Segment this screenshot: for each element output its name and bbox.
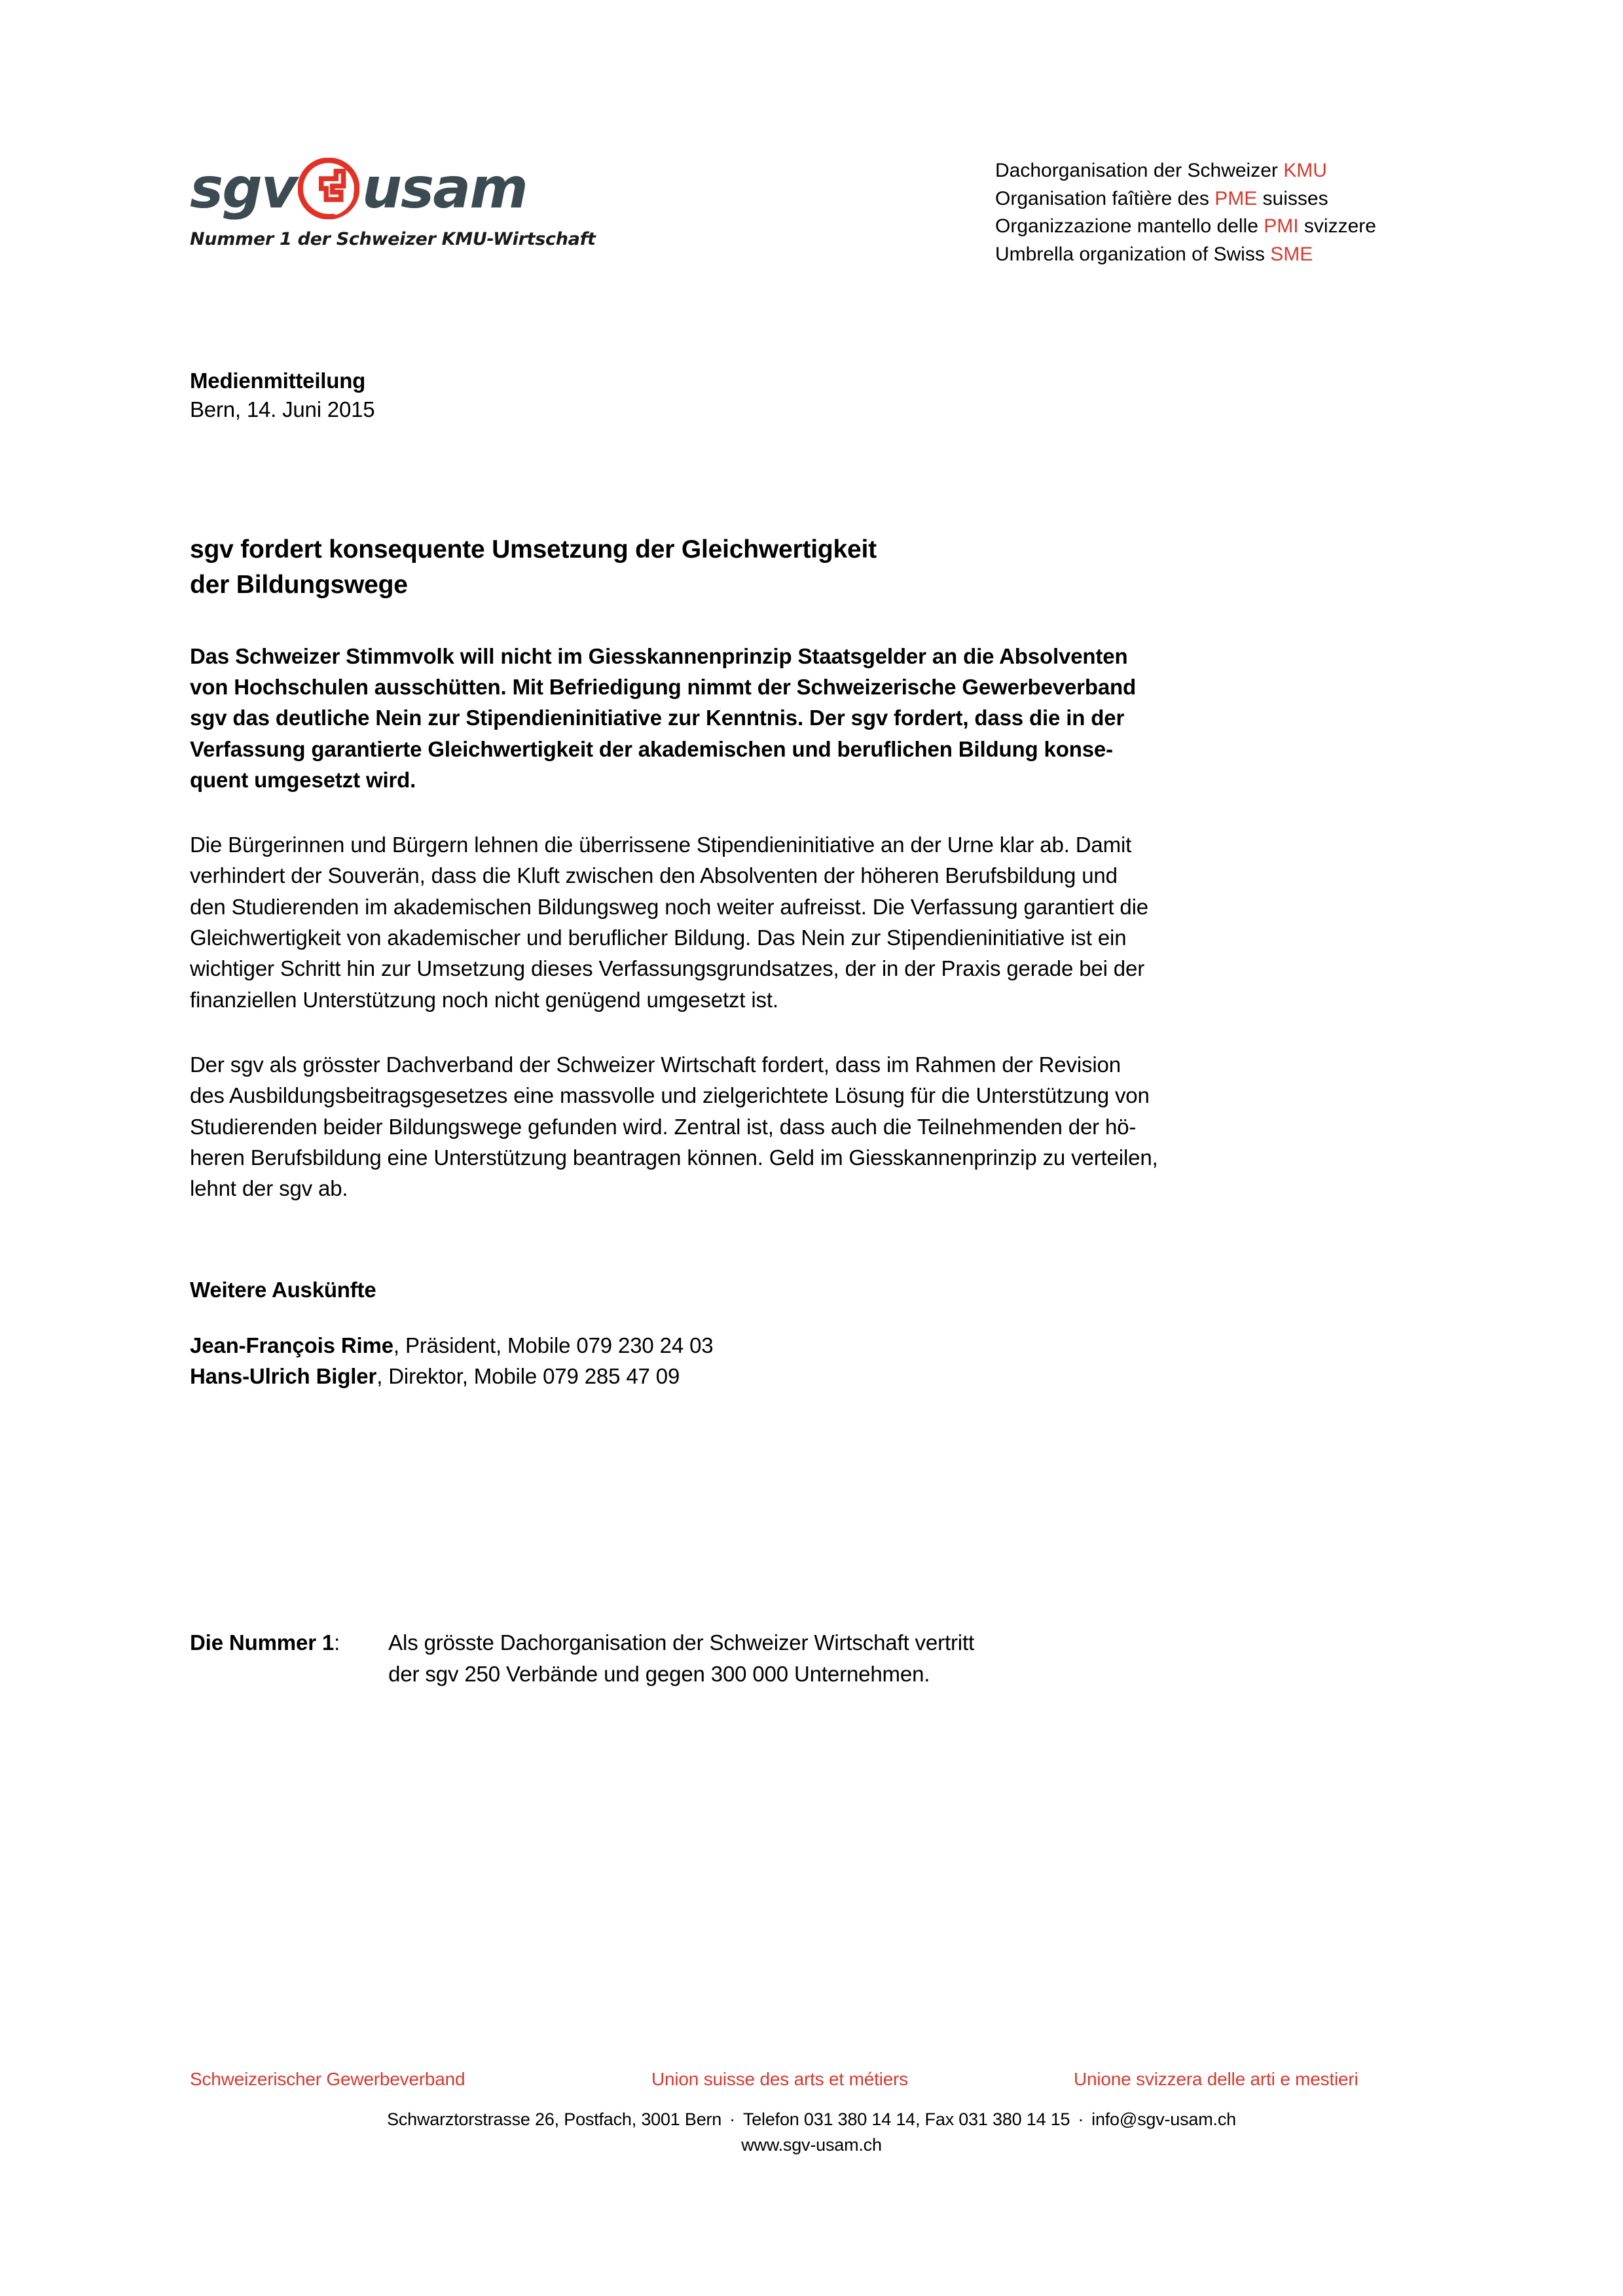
body-line: Der sgv als grösster Dachverband der Schweizer Wirtschaft fordert, dass im Rahmen der Revision: [190, 1052, 1121, 1077]
body-line: heren Berufsbildung eine Unterstützung beantragen können. Geld im Giesskannenprinzip zu verteilen,: [190, 1145, 1158, 1170]
sgv-usam-logo: [190, 157, 596, 249]
body-paragraph-2: [190, 1049, 1434, 1204]
boilerplate-label-text: Die Nummer 1: [190, 1630, 335, 1655]
body-line: Studierenden beider Bildungswege gefunden wird. Zentral ist, dass auch die Teilnehmenden der hö-: [190, 1114, 1137, 1139]
document-dateline: Bern, 14. Juni 2015: [190, 397, 375, 422]
body-line: Gleichwertigkeit von akademischer und beruflicher Bildung. Das Nein zur Stipendieninitiative ist ein: [190, 925, 1127, 950]
body-line: des Ausbildungsbeitragsgesetzes eine massvolle und zielgerichtete Lösung für die Unterstützung von: [190, 1083, 1150, 1108]
header-lang-fr-before: Organisation faîtière des: [995, 187, 1215, 209]
contacts-list: [190, 1330, 1434, 1391]
body-line: lehnt der sgv ab.: [190, 1176, 348, 1201]
contact-details: , Präsident, Mobile 079 230 24 03: [393, 1333, 714, 1357]
footer-phone-fax: Telefon 031 380 14 14, Fax 031 380 14 15: [742, 2109, 1070, 2130]
footer-name-de: Schweizerischer Gewerbeverband: [190, 2069, 465, 2090]
header-lang-fr-after: suisses: [1257, 187, 1328, 209]
lead-line: Verfassung garantierte Gleichwertigkeit der akademischen und beruflichen Bildung konse-: [190, 736, 1113, 761]
boilerplate-label: [190, 1627, 340, 1659]
header-lang-it-after: svizzere: [1298, 215, 1376, 238]
body-line: den Studierenden im akademischen Bildungsweg noch weiter aufreisst. Die Verfassung garantiert die: [190, 894, 1148, 919]
letterhead-header: [0, 0, 1623, 295]
header-language-line-fr: [995, 185, 1376, 213]
footer-name-it: Unione svizzera delle arti e mestieri: [1074, 2069, 1359, 2090]
contact-entry: [190, 1361, 1434, 1391]
contact-details: , Direktor, Mobile 079 285 47 09: [376, 1363, 680, 1388]
body-line: Die Bürgerinnen und Bürgern lehnen die überrissene Stipendieninitiative an der Urne klar ab. Damit: [190, 833, 1132, 857]
letterhead-footer: [0, 2069, 1623, 2157]
body-paragraph-1: [190, 829, 1434, 1015]
footer-email[interactable]: info@sgv-usam.ch: [1091, 2109, 1236, 2130]
header-language-line-de: [995, 157, 1376, 185]
lead-line: quent umgesetzt wird.: [190, 767, 416, 792]
page-title: [190, 532, 1434, 603]
footer-website[interactable]: www.sgv-usam.ch: [741, 2134, 882, 2155]
body-line: wichtiger Schritt hin zur Umsetzung dieses Verfassungsgrundsatzes, der in der Praxis gerade bei der: [190, 956, 1145, 981]
boilerplate-label-colon: :: [334, 1630, 340, 1655]
lead-line: von Hochschulen ausschütten. Mit Befriedigung nimmt der Schweizerische Gewerbeverband: [190, 675, 1137, 700]
header-language-lines: [995, 157, 1376, 268]
logo-text-usam: usam: [361, 156, 527, 221]
header-lang-de-before: Dachorganisation der Schweizer: [995, 160, 1284, 181]
lead-line: sgv das deutliche Nein zur Stipendieninitiative zur Kenntnis. Der sgv fordert, dass die in der: [190, 706, 1125, 730]
body-line: verhindert der Souverän, dass die Kluft zwischen den Absolventen der höheren Berufsbildung und: [190, 863, 1118, 888]
contact-name: Hans-Ulrich Bigler: [190, 1363, 377, 1388]
boilerplate-block: [190, 1627, 1434, 1690]
lead-paragraph: [190, 641, 1434, 795]
footer-separator-2: ·: [1078, 2109, 1084, 2130]
logo-tagline: Nummer 1 der Schweizer KMU-Wirtschaft: [190, 229, 596, 249]
header-lang-en-before: Umbrella organization of Swiss: [995, 243, 1271, 265]
document-type-label: Medienmitteilung: [190, 368, 366, 393]
boilerplate-line: der sgv 250 Verbände und gegen 300 000 Unternehmen.: [388, 1662, 930, 1686]
logo-text-sgv: sgv: [190, 156, 297, 221]
lead-line: Das Schweizer Stimmvolk will nicht im Giesskannenprinzip Staatsgelder an die Absolventen: [190, 644, 1128, 669]
footer-address-line: [0, 2107, 1623, 2132]
body-line: finanziellen Unterstützung noch nicht genügend umgesetzt ist.: [190, 987, 778, 1012]
contacts-heading: Weitere Auskünfte: [190, 1277, 376, 1302]
footer-postal-address: Schwarztorstrasse 26, Postfach, 3001 Bern: [387, 2109, 722, 2130]
contact-entry: [190, 1330, 1434, 1361]
footer-separator-1: ·: [729, 2109, 735, 2130]
header-language-line-en: [995, 241, 1376, 269]
footer-organization-names: [0, 2069, 1623, 2098]
header-lang-it-accent: PMI: [1264, 215, 1299, 238]
document-content: [190, 367, 1434, 1690]
logo-wordmark: [190, 157, 596, 220]
page-title-line1: sgv fordert konsequente Umsetzung der Gleichwertigkeit: [190, 535, 877, 564]
header-lang-de-accent: KMU: [1283, 160, 1327, 181]
footer-address: [0, 2107, 1623, 2157]
boilerplate-text: [388, 1627, 974, 1690]
header-lang-fr-accent: PME: [1214, 187, 1258, 209]
header-language-line-it: [995, 213, 1376, 241]
contact-name: Jean-François Rime: [190, 1333, 393, 1357]
page-title-line2: der Bildungswege: [190, 571, 408, 600]
header-lang-en-accent: SME: [1270, 243, 1313, 265]
footer-name-fr: Union suisse des arts et métiers: [651, 2069, 908, 2090]
boilerplate-line: Als grösste Dachorganisation der Schweizer Wirtschaft vertritt: [388, 1630, 975, 1655]
swiss-cross-lightning-logo-icon: [298, 158, 359, 219]
header-lang-it-before: Organizzazione mantello delle: [995, 215, 1264, 238]
